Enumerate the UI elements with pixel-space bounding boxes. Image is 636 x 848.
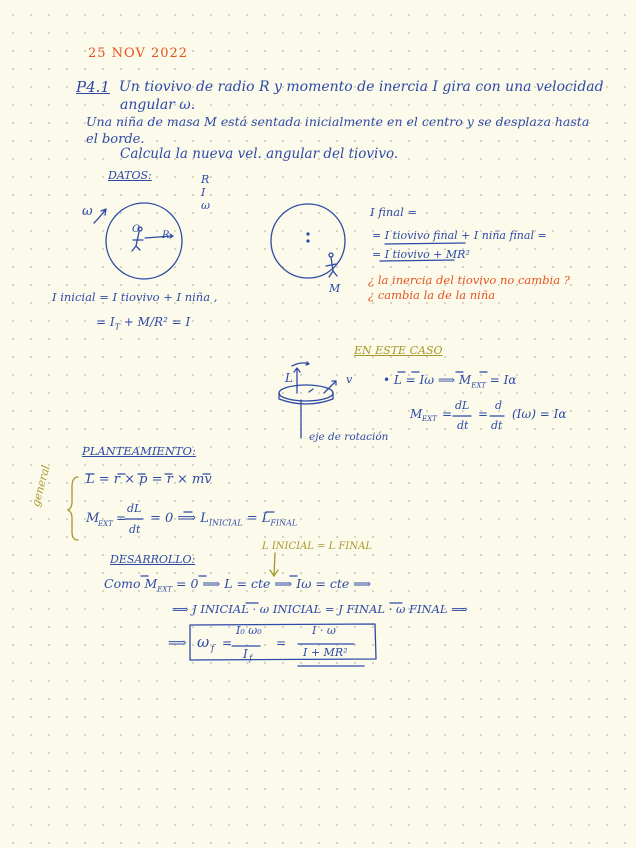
plant-eq2-eq: = (116, 511, 127, 525)
final-inertia-line-2: = I tiovivo final + I niña final = (372, 229, 547, 242)
general-label: general (29, 463, 53, 509)
desarrollo-line-1-sub: EXT (157, 585, 173, 594)
radius-label: R (162, 230, 170, 241)
problem-line-4: el borde. (86, 132, 145, 147)
initial-inertia-eq: = I (96, 315, 115, 329)
desarrollo-line-2: ⟹ J INICIAL · ω INICIAL = J FINAL · ω FINAL ⟹ (172, 602, 468, 616)
problem-line-1: Un tiovivo de radio R y momento de inercia I gira con una velocidad (119, 79, 604, 95)
desarrollo-heading: DESARROLLO: (110, 553, 196, 566)
rotation-axis-label: eje de rotación (309, 431, 389, 443)
result-frac1-num: I₀ ω₀ (236, 624, 262, 637)
eq1-main: • L = Iω ⟹ M (383, 373, 472, 387)
eq2-m: M (410, 407, 423, 421)
en-este-caso-heading: EN ESTE CASO (354, 344, 443, 357)
result-omega: ω (197, 633, 210, 651)
desarrollo-line-1-main: Como M (104, 576, 158, 591)
datos-var-omega: ω (201, 199, 210, 212)
desarrollo-line-1 (104, 578, 371, 594)
eq1-rest: = Iα (489, 373, 517, 387)
disk-v-label: v (346, 373, 353, 386)
eq2-frac2-num: d (495, 399, 503, 412)
eq1-sub: EXT (471, 381, 486, 390)
planteamiento-eq-1: L = r × p = r × mv (86, 472, 212, 487)
result-eq-1: = (222, 636, 233, 650)
initial-inertia-line-2 (96, 316, 190, 331)
datos-var-r: R (201, 173, 210, 186)
problem-line-5: Calcula la nueva vel. angular del tiovivo. (120, 146, 399, 162)
result-eq-2: = (276, 636, 287, 650)
result-arrow: ⟹ (168, 636, 187, 651)
disk-final (271, 204, 345, 278)
result-omega-sub: f (211, 644, 215, 654)
en-este-caso-eq-1 (383, 374, 517, 389)
result-frac2-den: I + MR² (303, 646, 348, 659)
result-frac2-num: I · ω (312, 624, 336, 637)
initial-inertia-line-1: I inicial = I tiovivo + I niña , (52, 290, 218, 304)
eq2-eq-sign: = (442, 407, 453, 421)
date-header: 25 NOV 2022 (88, 46, 189, 61)
final-inertia-line-3: = I tiovivo + MR² (372, 248, 470, 261)
annotation-arrow (270, 553, 278, 576)
general-brace (68, 477, 78, 540)
plant-eq2-m: M (86, 511, 100, 526)
problem-line-3: Una niña de masa M está sentada inicialmente en el centro y se desplaza hasta (86, 114, 590, 129)
result-frac1-den: I (243, 647, 248, 661)
note-question-1: ¿ la inercia del tiovivo no cambia ? (368, 273, 570, 287)
datos-var-i: I (201, 186, 206, 199)
plant-eq2-right-main: = 0 ⟹ L (150, 511, 209, 526)
disk-l-label: L (285, 371, 293, 385)
plant-eq2-frac-num: dL (127, 502, 142, 515)
eq2-rest: (Iω) = Iα (512, 407, 567, 421)
eq2-frac1-den: dt (457, 419, 469, 432)
problem-line-2: angular ω. (120, 97, 196, 113)
desarrollo-line-1-rest: = 0 ⟹ L = cte ⟹ Iω = cte ⟹ (176, 576, 372, 591)
problem-number: P4.1 (76, 78, 110, 96)
eq2-eq-sign-2: = (478, 407, 489, 421)
plant-eq2-right (150, 512, 297, 528)
eq2-m-sub: EXT (422, 415, 437, 423)
rotation-curl-icon (292, 363, 308, 366)
plant-eq2-right-mid: = L (246, 511, 271, 526)
rotating-disk (279, 385, 333, 401)
result-frac1-den-sub: f (249, 654, 252, 663)
child-edge-icon (326, 257, 337, 277)
angular-momentum-arrow (294, 368, 300, 393)
note-question-2: ¿ cambia la de la niña (368, 288, 496, 302)
omega-label: ω (82, 204, 93, 219)
planteamiento-heading: PLANTEAMIENTO: (82, 444, 196, 458)
origin-label: O (132, 224, 141, 235)
initial-inertia-sub: T (114, 322, 120, 332)
eq2-frac1-num: dL (455, 399, 470, 412)
plant-eq2-frac-den: dt (129, 523, 141, 536)
desarrollo-annotation: L INICIAL = L FINAL (262, 541, 372, 552)
final-inertia-line-1: I final = (370, 205, 418, 219)
mass-label: M (329, 282, 341, 295)
plant-eq2-right-sub2: FINAL (270, 518, 298, 528)
plant-eq2-m-sub: EXT (98, 520, 113, 528)
omega-arrow-icon (94, 209, 106, 223)
eq2-frac2-den: dt (491, 419, 503, 432)
plant-eq2-right-sub1: INICIAL (208, 518, 243, 528)
velocity-arrow (324, 381, 336, 393)
disk-initial (106, 203, 182, 279)
initial-inertia-rest: + M/R² = I (123, 315, 191, 329)
datos-heading: DATOS: (108, 169, 152, 182)
